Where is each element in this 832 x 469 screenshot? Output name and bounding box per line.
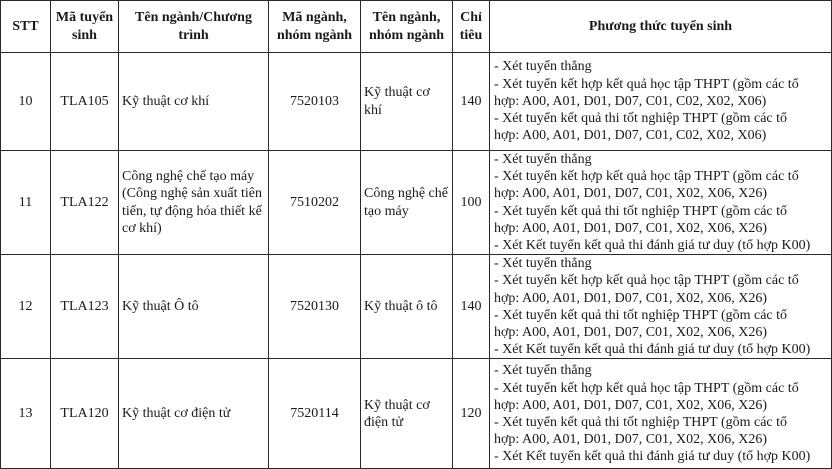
method-line: hợp: A00, A01, D01, D07, C01, X02, X06, X26) — [494, 290, 768, 306]
method-line: hợp: A00, A01, D01, D07, C01, C02, X02, X06) — [494, 128, 767, 144]
cell-ma-tuyen-sinh: TLA122 — [51, 151, 119, 255]
cell-chi-tieu: 120 — [453, 359, 490, 469]
cell-stt: 10 — [1, 53, 51, 151]
cell-ten-nganh: Kỹ thuật cơ khí — [119, 53, 269, 151]
cell-phuong-thuc — [490, 255, 832, 359]
cell-phuong-thuc — [490, 151, 832, 255]
cell-stt: 12 — [1, 255, 51, 359]
cell-ma-nganh: 7520130 — [269, 255, 361, 359]
cell-ten-nhom-nganh: Kỹ thuật cơ khí — [361, 53, 453, 151]
header-phuong-thuc: Phương thức tuyển sinh — [490, 1, 832, 53]
cell-chi-tieu: 140 — [453, 255, 490, 359]
method-line: - Xét tuyển kết quả thi tốt nghiệp THPT (gồm các tổ — [494, 111, 788, 127]
cell-ma-nganh: 7510202 — [269, 151, 361, 255]
cell-ma-tuyen-sinh: TLA123 — [51, 255, 119, 359]
cell-phuong-thuc — [490, 359, 832, 469]
method-line: - Xét tuyển kết hợp kết quả học tập THPT (gồm các tổ — [494, 169, 799, 185]
cell-phuong-thuc — [490, 53, 832, 151]
cell-ma-tuyen-sinh: TLA120 — [51, 359, 119, 469]
cell-chi-tieu: 100 — [453, 151, 490, 255]
method-line: - Xét tuyển kết hợp kết quả học tập THPT (gồm các tổ — [494, 380, 799, 396]
header-ten-nganh: Tên ngành/Chương trình — [119, 1, 269, 53]
method-line: hợp: A00, A01, D01, D07, C01, X02, X06, X26) — [494, 432, 768, 448]
header-ma-tuyen-sinh: Mã tuyển sinh — [51, 1, 119, 53]
cell-ten-nganh: Công nghệ chế tạo máy (Công nghệ sản xuất tiên tiến, tự động hóa thiết kế cơ khí) — [119, 151, 269, 255]
method-line: hợp: A00, A01, D01, D07, C01, X02, X06, X26) — [494, 186, 768, 202]
cell-ten-nganh: Kỹ thuật cơ điện tử — [119, 359, 269, 469]
table-header-row — [1, 1, 832, 53]
table-row — [1, 359, 832, 469]
method-line: - Xét tuyển thẳng — [494, 152, 592, 167]
header-chi-tieu: Chỉ tiêu — [453, 1, 490, 53]
method-line: - Xét tuyển thẳng — [494, 256, 592, 272]
cell-stt: 13 — [1, 359, 51, 469]
header-ten-nhom-nganh: Tên ngành, nhóm ngành — [361, 1, 453, 53]
method-line: hợp: A00, A01, D01, D07, C01, X02, X06, X26) — [494, 397, 768, 413]
cell-stt: 11 — [1, 151, 51, 255]
method-line: hợp: A00, A01, D01, D07, C01, C02, X02, X06) — [494, 93, 767, 109]
cell-ma-nganh: 7520103 — [269, 53, 361, 151]
table-row — [1, 255, 832, 359]
method-line: - Xét tuyển kết quả thi tốt nghiệp THPT (gồm các tổ — [494, 307, 788, 323]
method-line: - Xét tuyển thẳng — [494, 363, 592, 379]
method-line: - Xét tuyển kết quả thi tốt nghiệp THPT (gồm các tổ — [494, 414, 788, 430]
method-line: - Xét tuyển kết hợp kết quả học tập THPT (gồm các tổ — [494, 76, 799, 92]
method-line: - Xét tuyển kết hợp kết quả học tập THPT (gồm các tổ — [494, 273, 799, 289]
method-line: - Xét Kết tuyển kết quả thi đánh giá tư duy (tổ hợp K00) — [494, 449, 811, 465]
header-stt: STT — [1, 1, 51, 53]
cell-ten-nhom-nganh: Kỹ thuật cơ điện tử — [361, 359, 453, 469]
method-line: - Xét tuyển thẳng — [494, 59, 592, 75]
cell-ma-tuyen-sinh: TLA105 — [51, 53, 119, 151]
cell-ten-nhom-nganh: Công nghệ chế tạo máy — [361, 151, 453, 255]
method-line: hợp: A00, A01, D01, D07, C01, X02, X06, X26) — [494, 325, 768, 341]
method-line: - Xét Kết tuyển kết quả thi đánh giá tư duy (tổ hợp K00) — [494, 342, 811, 358]
header-ma-nganh: Mã ngành, nhóm ngành — [269, 1, 361, 53]
method-line: hợp: A00, A01, D01, D07, C01, X02, X06, X26) — [494, 220, 768, 236]
table-row — [1, 151, 832, 255]
cell-chi-tieu: 140 — [453, 53, 490, 151]
table-row — [1, 53, 832, 151]
method-line: - Xét tuyển kết quả thi tốt nghiệp THPT (gồm các tổ — [494, 203, 788, 219]
cell-ten-nganh: Kỹ thuật Ô tô — [119, 255, 269, 359]
cell-ma-nganh: 7520114 — [269, 359, 361, 469]
method-line: - Xét Kết tuyển kết quả thi đánh giá tư duy (tổ hợp K00) — [494, 238, 811, 254]
cell-ten-nhom-nganh: Kỹ thuật ô tô — [361, 255, 453, 359]
